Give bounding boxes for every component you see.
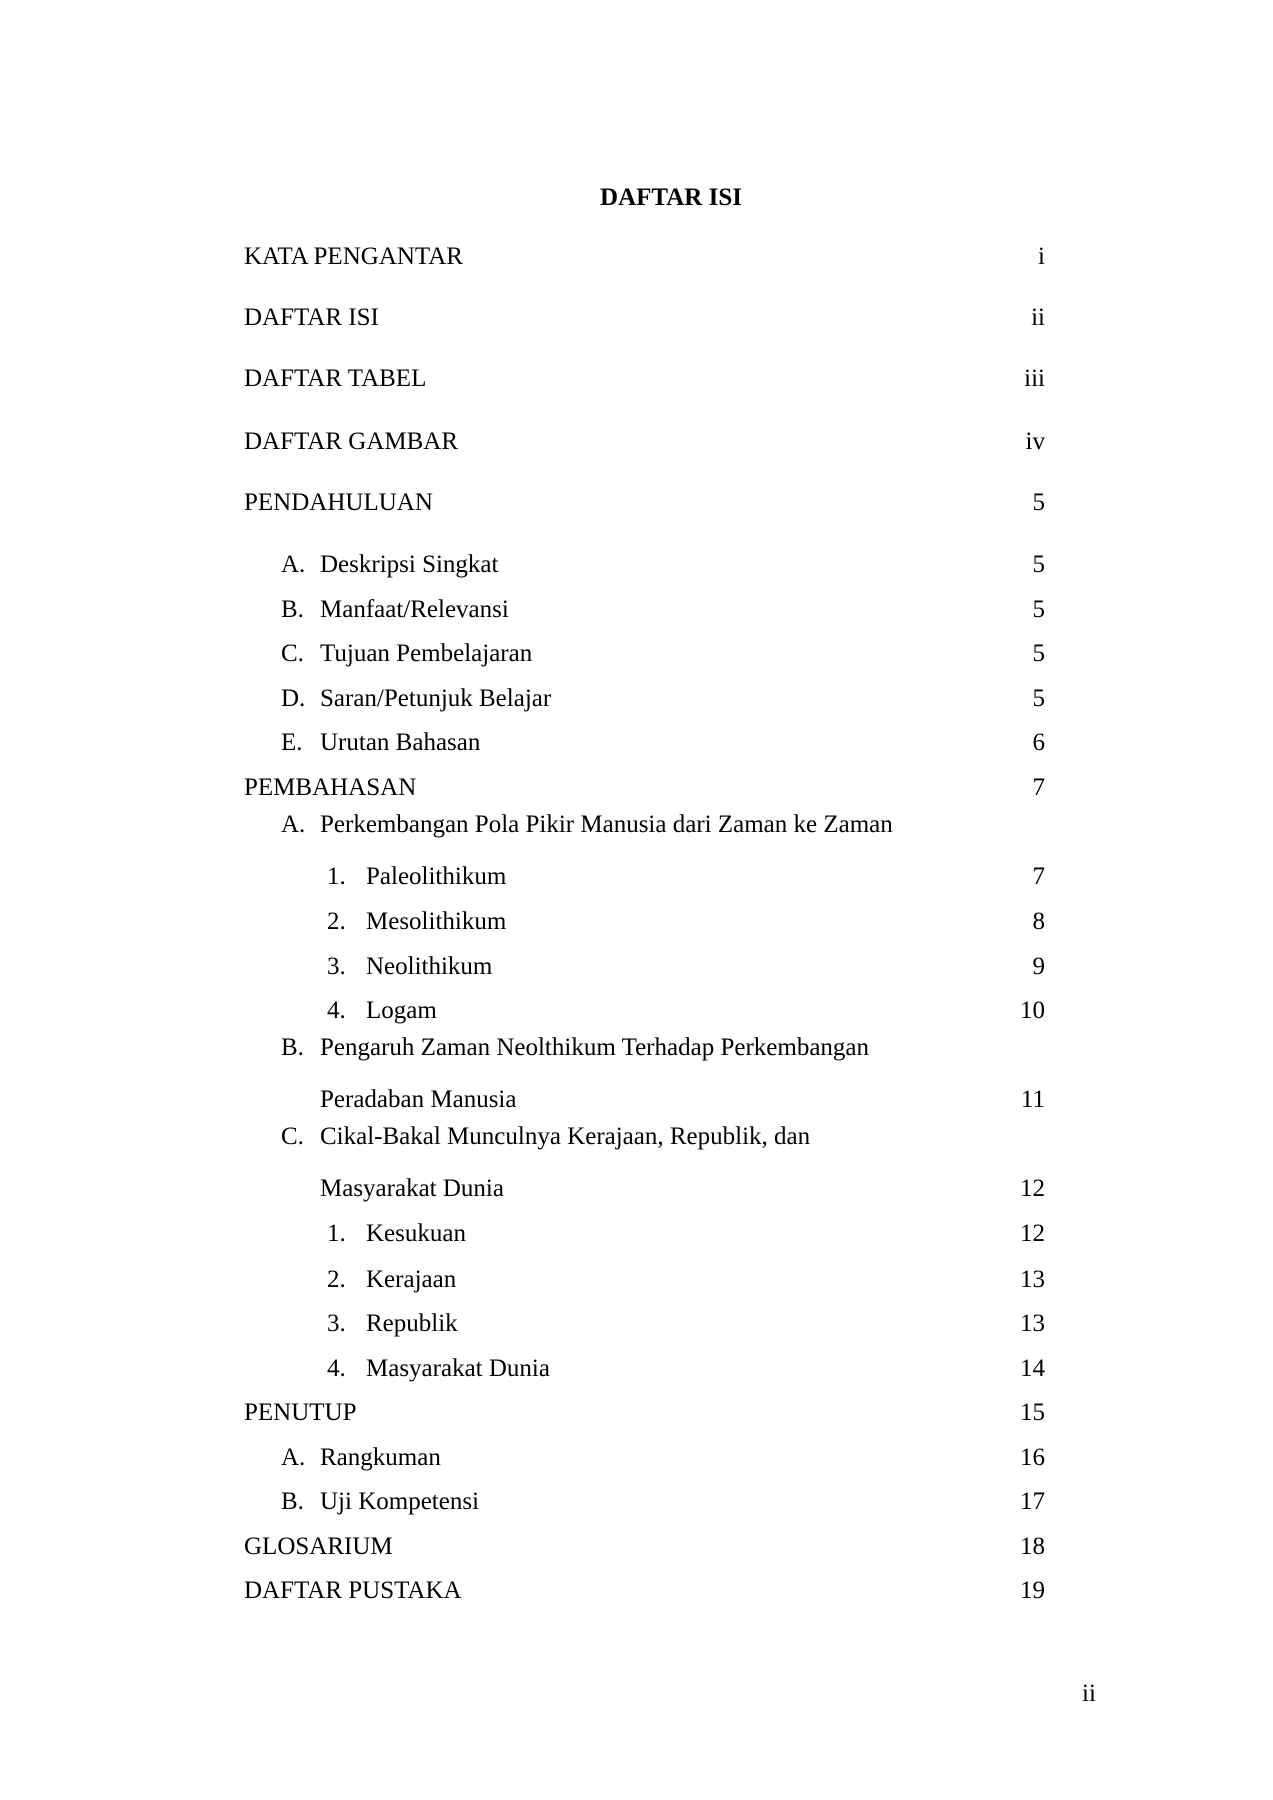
dot-leader bbox=[458, 1301, 1018, 1331]
toc-entry-label: Deskripsi Singkat bbox=[320, 551, 499, 578]
toc-entry-marker: 1. bbox=[327, 1220, 346, 1247]
toc-entry bbox=[281, 1479, 1045, 1515]
toc-entry bbox=[244, 765, 1045, 801]
toc-entry-label: Logam bbox=[366, 997, 437, 1024]
toc-entry-label: Pengaruh Zaman Neolthikum Terhadap Perkembangan bbox=[320, 1034, 870, 1061]
toc-entry-label: Uji Kompetensi bbox=[320, 1488, 480, 1515]
dot-leader bbox=[551, 676, 1030, 706]
toc-entry-label: Peradaban Manusia bbox=[320, 1086, 517, 1113]
toc-entry-page: 10 bbox=[1020, 997, 1045, 1024]
dot-leader bbox=[498, 542, 1030, 572]
toc-entry-page: 14 bbox=[1020, 1355, 1045, 1382]
toc-entry-marker: B. bbox=[281, 596, 304, 623]
toc-entry-marker: 3. bbox=[327, 953, 346, 980]
toc-entry-page: 12 bbox=[1020, 1220, 1045, 1247]
toc-entry-marker: B. bbox=[281, 1488, 304, 1515]
toc-entry-marker: 2. bbox=[327, 908, 346, 935]
toc-entry-marker: B. bbox=[281, 1034, 304, 1061]
toc-entry bbox=[281, 631, 1045, 667]
toc-entry-label: Paleolithikum bbox=[366, 863, 507, 890]
toc-entry-page: 12 bbox=[1020, 1175, 1045, 1202]
toc-entry-label: Saran/Petunjuk Belajar bbox=[320, 685, 552, 712]
toc-entry bbox=[327, 944, 1045, 980]
dot-leader bbox=[441, 1435, 1018, 1465]
toc-entry bbox=[281, 720, 1045, 756]
toc-entry bbox=[327, 1257, 1045, 1293]
toc-entry bbox=[281, 1435, 1045, 1471]
toc-entry bbox=[281, 1122, 810, 1152]
toc-entry bbox=[244, 1568, 1045, 1604]
toc-entry-page: 5 bbox=[1032, 551, 1045, 578]
toc-entry-marker: 4. bbox=[327, 997, 346, 1024]
dot-leader bbox=[437, 988, 1018, 1018]
dot-leader bbox=[532, 631, 1030, 661]
toc-entry bbox=[244, 356, 1045, 392]
toc-entry-page: 5 bbox=[1032, 489, 1045, 516]
dot-leader bbox=[506, 899, 1030, 929]
toc-entry-marker: 3. bbox=[327, 1310, 346, 1337]
toc-entry-marker: 4. bbox=[327, 1355, 346, 1382]
toc-entry bbox=[327, 854, 1045, 890]
toc-entry bbox=[244, 1524, 1045, 1560]
toc-entry-label: PEMBAHASAN bbox=[244, 774, 417, 801]
toc-entry bbox=[281, 542, 1045, 578]
toc-entry-label: DAFTAR GAMBAR bbox=[244, 428, 459, 455]
dot-leader bbox=[357, 1390, 1018, 1420]
toc-entry-page: ii bbox=[1031, 304, 1045, 331]
toc-entry-page: 17 bbox=[1020, 1488, 1045, 1515]
toc-entry-label: Kesukuan bbox=[366, 1220, 466, 1247]
toc-entry-label: DAFTAR TABEL bbox=[244, 365, 427, 392]
toc-entry bbox=[281, 587, 1045, 623]
dot-leader bbox=[466, 1211, 1018, 1241]
toc-entry-label: DAFTAR PUSTAKA bbox=[244, 1577, 462, 1604]
toc-entry bbox=[244, 419, 1045, 455]
toc-entry bbox=[244, 234, 1045, 270]
toc-entry bbox=[327, 1301, 1045, 1337]
toc-entry-page: 15 bbox=[1020, 1399, 1045, 1426]
toc-entry-label: Urutan Bahasan bbox=[320, 729, 481, 756]
toc-entry-label: Masyarakat Dunia bbox=[320, 1175, 504, 1202]
toc-entry-marker: D. bbox=[281, 685, 306, 712]
toc-entry-marker: A. bbox=[281, 811, 306, 838]
toc-entry-page: 9 bbox=[1032, 953, 1045, 980]
dot-leader bbox=[458, 419, 1024, 449]
toc-entry-page: 13 bbox=[1020, 1266, 1045, 1293]
dot-leader bbox=[516, 1077, 1018, 1107]
dot-leader bbox=[416, 765, 1030, 795]
dot-leader bbox=[509, 587, 1031, 617]
toc-entry-label: KATA PENGANTAR bbox=[244, 243, 463, 270]
toc-entry-page: 16 bbox=[1020, 1444, 1045, 1471]
page-title: DAFTAR ISI bbox=[600, 184, 742, 211]
toc-entry bbox=[281, 1033, 869, 1063]
toc-entry bbox=[281, 810, 893, 840]
dot-leader bbox=[426, 356, 1022, 386]
toc-entry-label: Tujuan Pembelajaran bbox=[320, 640, 533, 667]
toc-entry-marker: A. bbox=[281, 1444, 306, 1471]
dot-leader bbox=[462, 1568, 1018, 1598]
toc-entry-label: GLOSARIUM bbox=[244, 1533, 393, 1560]
toc-entry bbox=[244, 295, 1045, 331]
toc-entry-page: iii bbox=[1024, 365, 1045, 392]
toc-entry-label: Perkembangan Pola Pikir Manusia dari Zaman ke Zaman bbox=[320, 811, 893, 838]
toc-entry-page: 5 bbox=[1032, 685, 1045, 712]
toc-entry-marker: 2. bbox=[327, 1266, 346, 1293]
toc-entry bbox=[244, 480, 1045, 516]
dot-leader bbox=[456, 1257, 1018, 1287]
toc-entry-label: Rangkuman bbox=[320, 1444, 441, 1471]
toc-entry-page: 13 bbox=[1020, 1310, 1045, 1337]
toc-entry-label: Republik bbox=[366, 1310, 458, 1337]
dot-leader bbox=[379, 295, 1029, 325]
toc-entry-marker: C. bbox=[281, 1123, 304, 1150]
toc-entry bbox=[327, 1346, 1045, 1382]
toc-entry bbox=[327, 988, 1045, 1024]
toc-entry-label: Neolithikum bbox=[366, 953, 493, 980]
toc-entry bbox=[320, 1077, 1045, 1113]
dot-leader bbox=[393, 1524, 1018, 1554]
toc-entry bbox=[327, 1211, 1045, 1247]
toc-entry-page: 19 bbox=[1020, 1577, 1045, 1604]
dot-leader bbox=[479, 1479, 1018, 1509]
dot-leader bbox=[550, 1346, 1018, 1376]
toc-entry-marker: 1. bbox=[327, 863, 346, 890]
dot-leader bbox=[480, 720, 1030, 750]
toc-entry-page: 5 bbox=[1032, 640, 1045, 667]
dot-leader bbox=[506, 854, 1030, 884]
toc-entry-label: PENDAHULUAN bbox=[244, 489, 433, 516]
dot-leader bbox=[492, 944, 1030, 974]
toc-entry-marker: A. bbox=[281, 551, 306, 578]
toc-entry bbox=[327, 899, 1045, 935]
toc-entry-label: DAFTAR ISI bbox=[244, 304, 379, 331]
toc-entry-marker: E. bbox=[281, 729, 303, 756]
toc-entry-page: 8 bbox=[1032, 908, 1045, 935]
toc-entry-page: iv bbox=[1025, 428, 1045, 455]
toc-entry-page: 6 bbox=[1032, 729, 1045, 756]
toc-entry-page: i bbox=[1038, 243, 1045, 270]
dot-leader bbox=[463, 234, 1036, 264]
toc-entry-label: Manfaat/Relevansi bbox=[320, 596, 509, 623]
toc-entry-label: PENUTUP bbox=[244, 1399, 357, 1426]
toc-entry-page: 18 bbox=[1020, 1533, 1045, 1560]
toc-entry-label: Kerajaan bbox=[366, 1266, 457, 1293]
toc-entry-marker: C. bbox=[281, 640, 304, 667]
toc-entry-label: Masyarakat Dunia bbox=[366, 1355, 550, 1382]
dot-leader bbox=[504, 1166, 1018, 1196]
toc-entry-label: Mesolithikum bbox=[366, 908, 507, 935]
toc-entry bbox=[320, 1166, 1045, 1202]
dot-leader bbox=[433, 480, 1031, 510]
toc-entry-label: Cikal-Bakal Munculnya Kerajaan, Republik, dan bbox=[320, 1123, 811, 1150]
toc-entry-page: 5 bbox=[1032, 596, 1045, 623]
toc-entry-page: 7 bbox=[1032, 863, 1045, 890]
toc-entry bbox=[244, 1390, 1045, 1426]
page-number: ii bbox=[1082, 1680, 1096, 1707]
toc-entry-page: 7 bbox=[1032, 774, 1045, 801]
toc-entry bbox=[281, 676, 1045, 712]
toc-entry-page: 11 bbox=[1020, 1086, 1045, 1113]
